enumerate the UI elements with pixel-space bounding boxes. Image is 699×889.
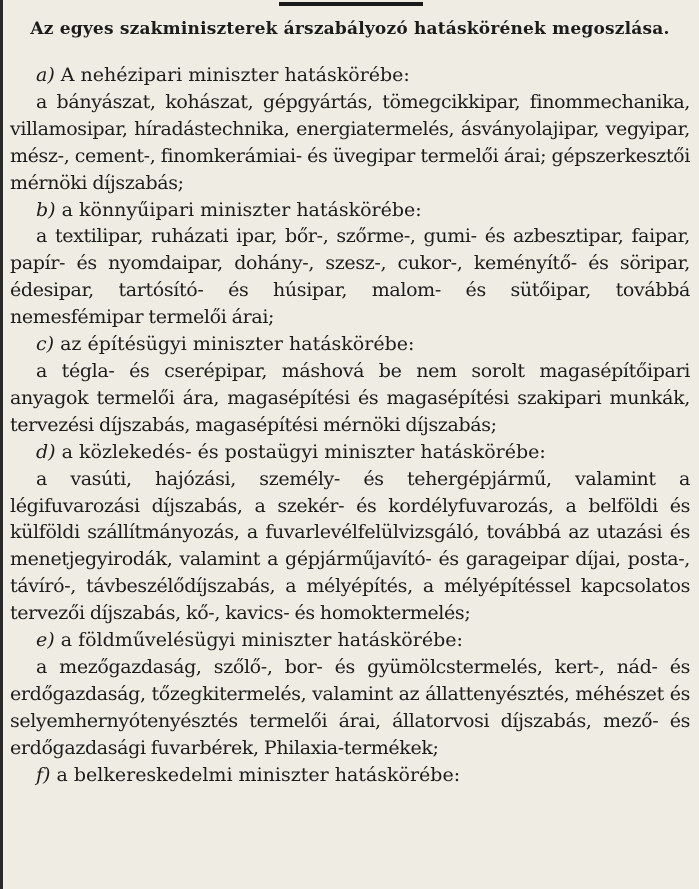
section-letter: d) — [36, 440, 56, 463]
document-title: Az egyes szakminiszterek árszabályozó hatáskörének megoszlása. — [30, 19, 670, 39]
section-heading-c — [10, 331, 690, 358]
section-letter: e) — [36, 629, 55, 652]
section-heading-a — [10, 62, 690, 89]
section-body-c: a tégla- és cserépipar, máshová be nem sorolt magasépítőipari anyagok termelői ára, magasépítési és magasépítési szakipari munkák, tervezési díjszabás, magasépítési mérnöki díjszabás; — [10, 359, 690, 436]
section-heading-text: a könnyűipari miniszter hatáskörébe: — [61, 198, 422, 221]
section-letter: c) — [36, 333, 55, 356]
left-border-rule — [0, 0, 3, 889]
section-heading-text: A nehézipari miniszter hatáskörébe: — [60, 64, 410, 86]
section-heading-d — [10, 439, 690, 466]
section-heading-b — [10, 197, 690, 224]
section-body-d: a vasúti, hajózási, személy- és tehergépjármű, valamint a légifuvarozási díjszabás, a szekér- és kordélyfuvarozás, a belföldi és külföldi szállítmányozás, a fuvarlevélfelülvizsgáló, továbbá az utazási és menetjegyirodák, valamint a gépjárműjavító- és garageipar díjai, posta-, távíró-, távbeszélődíjszabás, a mélyépítés, a mélyépítéssel kapcsolatos tervezői díjszabás, kő-, kavics- és homoktermelés; — [10, 467, 690, 625]
section-letter: f) — [36, 763, 51, 786]
section-letter: b) — [36, 198, 56, 221]
section-body-e: a mezőgazdaság, szőlő-, bor- és gyümölcstermelés, kert-, nád- és erdőgazdaság, tőzegkitermelés, valamint az állattenyésztés, méhészet és selyemhernyótenyésztés termelői árai, állatorvosi díjszabás, mező- és erdőgazdasági fuvarbérek, Philaxia-termékek; — [10, 655, 690, 759]
section-heading-text: a belkereskedelmi miniszter hatáskörébe: — [56, 763, 461, 786]
section-heading-f — [10, 762, 690, 789]
section-heading-text: a földművelésügyi miniszter hatáskörébe: — [60, 629, 463, 652]
section-body-b: a textilipar, ruházati ipar, bőr-, szőrme-, gumi- és azbesztipar, faipar, papír- és nyomdaipar, dohány-, szesz-, cukor-, keményítő- és söripar, édesipar, tartósító- és húsipar, malom- és sütőipar, továbbá nemesfémipar termelői árai; — [10, 225, 690, 329]
section-letter: a) — [36, 64, 55, 86]
section-heading-e — [10, 627, 690, 654]
section-body-a: a bányászat, kohászat, gépgyártás, tömegcikkipar, finommechanika, villamosipar, híradástechnika, energiatermelés, ásványolajipar, vegyipar, mész-, cement-, finomkerámiai- és üvegipar termelői árai; gépszerkesztői mérnöki díjszabás; — [10, 90, 690, 194]
section-heading-text: az építésügyi miniszter hatáskörébe: — [60, 333, 415, 356]
document-body — [10, 62, 690, 788]
section-heading-text: a közlekedés- és postaügyi miniszter hatáskörébe: — [61, 440, 546, 463]
top-separator-rule — [279, 2, 423, 6]
